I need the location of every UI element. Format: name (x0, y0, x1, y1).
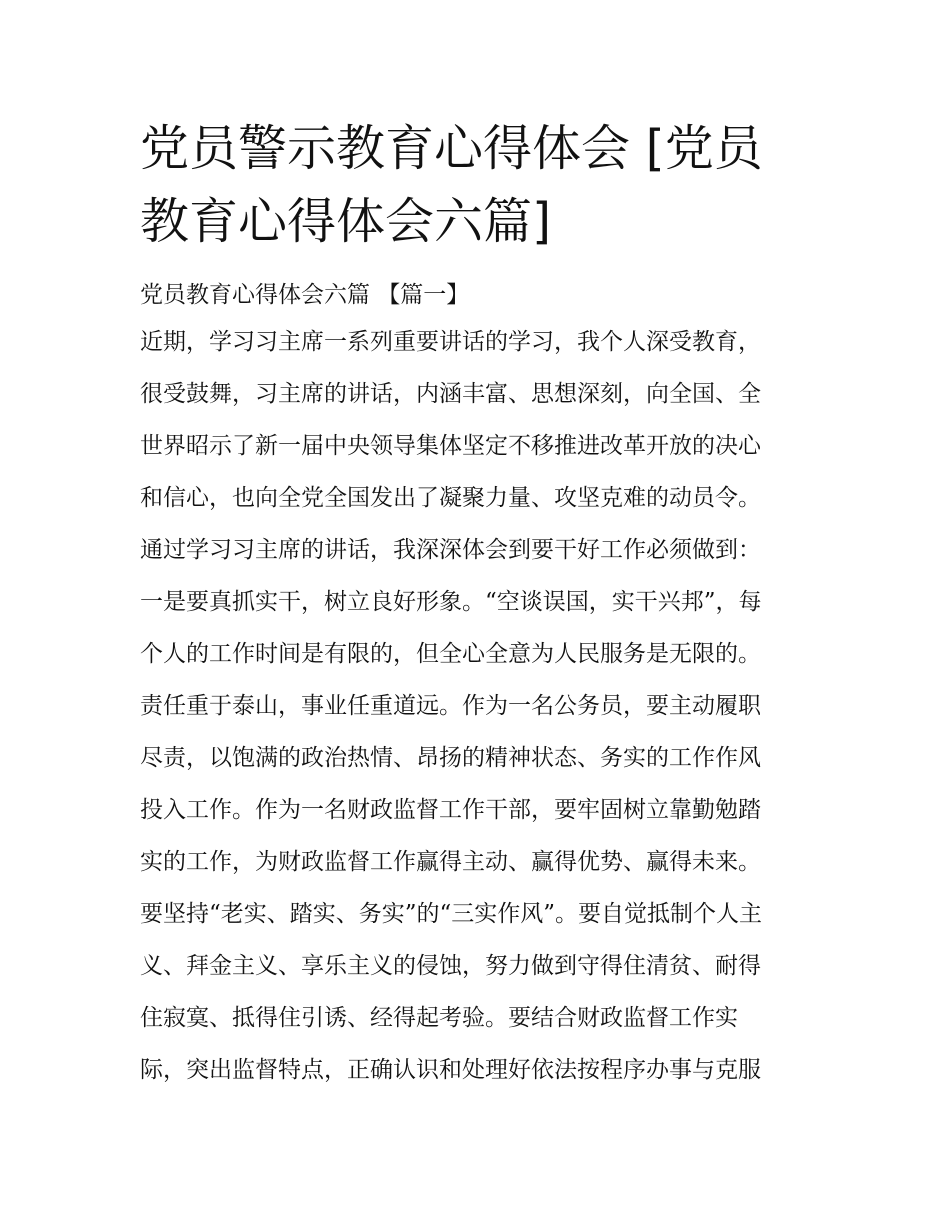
body-line: 很受鼓舞，习主席的讲话，内涵丰富、思想深刻，向全国、全 (140, 381, 761, 407)
title-line: 教育心得体会六篇] (140, 193, 552, 250)
body-line: 近期，学习习主席一系列重要讲话的学习，我个人深受教育， (140, 329, 761, 355)
body-line: 义、拜金主义、享乐主义的侵蚀，努力做到守得住清贫、耐得 (140, 953, 761, 979)
body-line: 尽责，以饱满的政治热情、昂扬的精神状态、务实的工作作风 (140, 745, 761, 771)
body-line: 世界昭示了新一届中央领导集体坚定不移推进改革开放的决心 (140, 433, 761, 459)
title-line: 党员警示教育心得体会 [党员 (140, 120, 763, 177)
body-line: 际，突出监督特点，正确认识和处理好依法按程序办事与克服 (140, 1057, 761, 1083)
body-line: 个人的工作时间是有限的，但全心全意为人民服务是无限的。 (140, 641, 761, 667)
body-line: 和信心，也向全党全国发出了凝聚力量、攻坚克难的动员令。 (140, 485, 761, 511)
body-line: 要坚持“老实、踏实、务实”的“三实作风”。要自觉抵制个人主 (140, 901, 763, 927)
document-title (140, 112, 820, 258)
section-heading: 党员教育心得体会六篇 【篇一】 (140, 282, 470, 308)
document-content (140, 112, 820, 1096)
body-line: 投入工作。作为一名财政监督工作干部，要牢固树立靠勤勉踏 (140, 797, 761, 823)
body-paragraph (140, 316, 820, 1096)
body-line: 实的工作，为财政监督工作赢得主动、赢得优势、赢得未来。 (140, 849, 761, 875)
body-line: 住寂寞、抵得住引诱、经得起考验。要结合财政监督工作实 (140, 1005, 738, 1031)
body-line: 通过学习习主席的讲话，我深深体会到要干好工作必须做到： (140, 537, 761, 563)
body-line: 一是要真抓实干，树立良好形象。“空谈误国，实干兴邦”，每 (140, 589, 762, 615)
body-line: 责任重于泰山，事业任重道远。作为一名公务员，要主动履职 (140, 693, 761, 719)
